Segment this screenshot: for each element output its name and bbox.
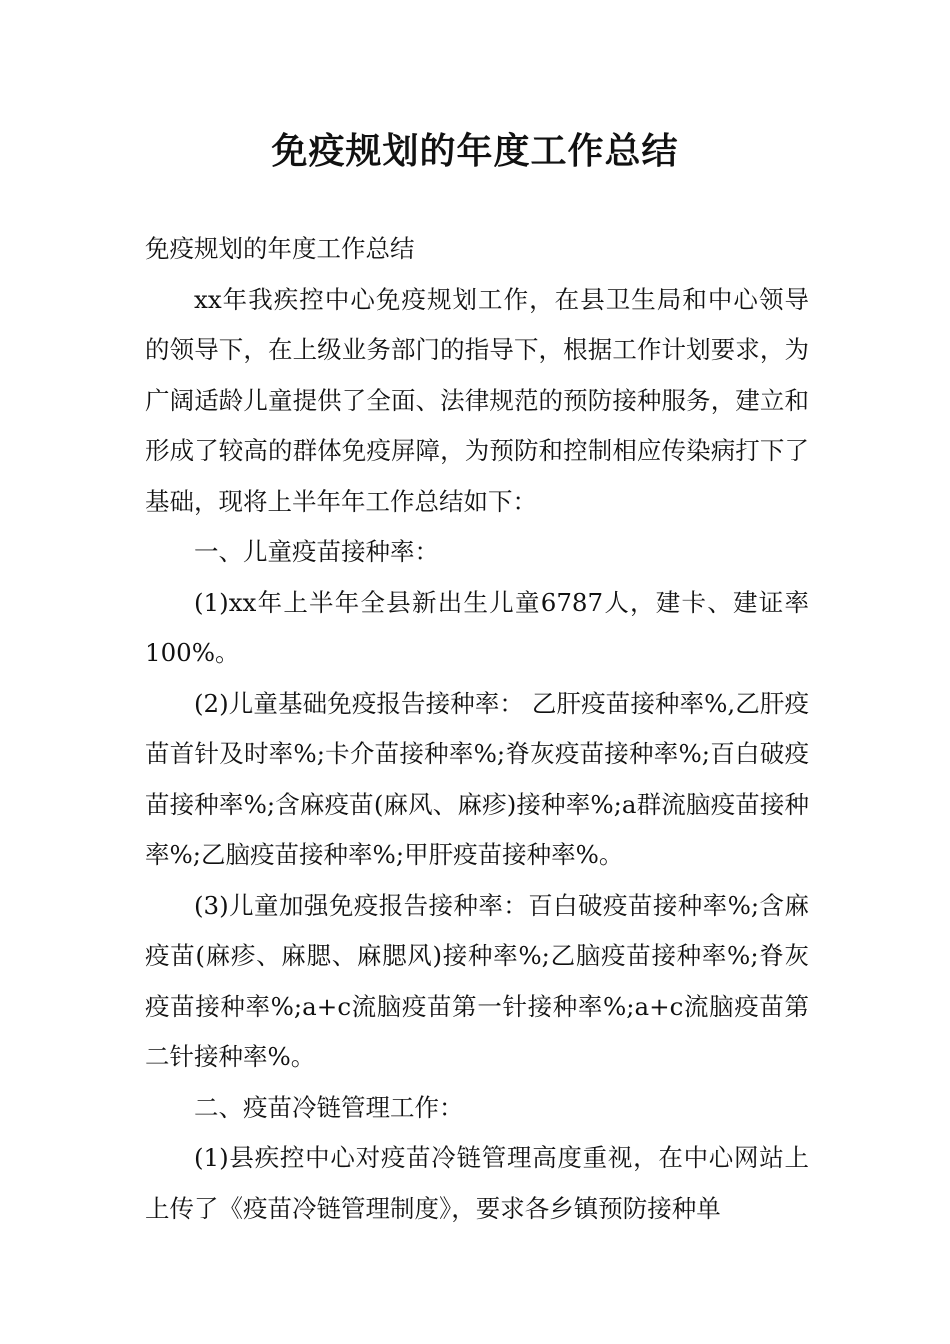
paragraph-item-2: (2)儿童基础免疫报告接种率： 乙肝疫苗接种率%,乙肝疫苗首针及时率%;卡介苗接种率%;脊灰疫苗接种率%;百白破疫苗接种率%;含麻疫苗(麻风、麻疹)接种率%;a群流脑疫苗接种率%;乙脑疫苗接种率%;甲肝疫苗接种率%。 (145, 688, 809, 869)
paragraph-item-3: (3)儿童加强免疫报告接种率：百白破疫苗接种率%;含麻疫苗(麻疹、麻腮、麻腮风)接种率%;乙脑疫苗接种率%;脊灰疫苗接种率%;a+c流脑疫苗第一针接种率%;a+c流脑疫苗第二针接种率%。 (145, 890, 809, 1071)
section-heading-cold-chain: 二、疫苗冷链管理工作： (194, 1092, 464, 1122)
document-title: 免疫规划的年度工作总结 (271, 131, 679, 172)
paragraph-intro: xx年我疾控中心免疫规划工作，在县卫生局和中心领导的领导下，在上级业务部门的指导下，根据工作计划要求，为广阔适龄儿童提供了全面、法律规范的预防接种服务，建立和形成了较高的群体免疫屏障，为预防和控制相应传染病打下了基础，现将上半年年工作总结如下： (145, 284, 809, 516)
paragraph-subtitle: 免疫规划的年度工作总结 (145, 234, 415, 263)
document-body (145, 224, 809, 1234)
section-heading-vaccination-rate: 一、儿童疫苗接种率： (194, 537, 439, 566)
paragraph-cold-chain-1: (1)县疾控中心对疫苗冷链管理高度重视，在中心网站上上传了《疫苗冷链管理制度》，要求各乡镇预防接种单 (145, 1143, 809, 1223)
paragraph-item-1: (1)xx年上半年全县新出生儿童6787人，建卡、建证率100%。 (145, 587, 809, 667)
